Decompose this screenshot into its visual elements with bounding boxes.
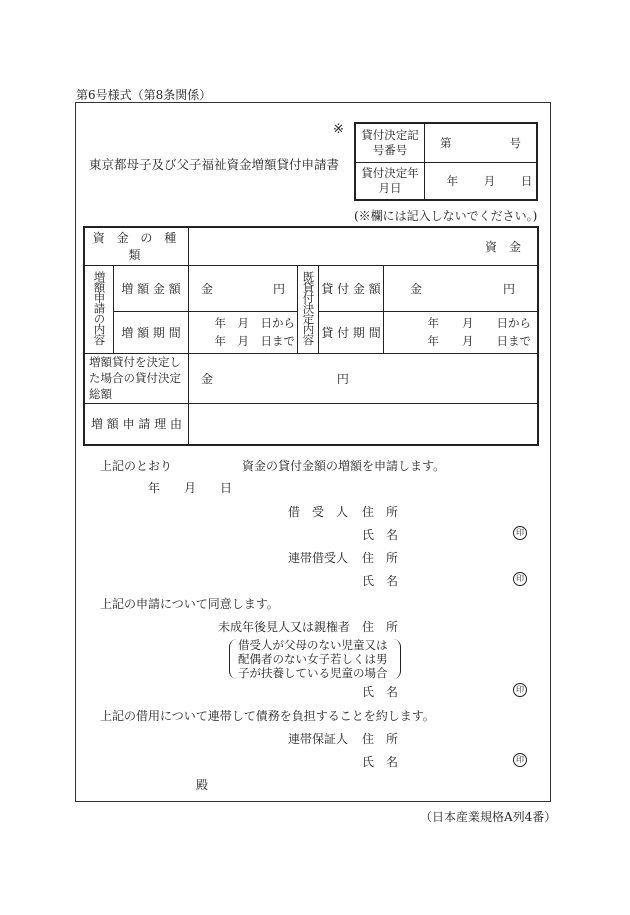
en-label-3: 円 <box>336 371 349 386</box>
decision-box <box>354 122 538 201</box>
kin-label-2: 金 <box>410 281 423 296</box>
guarantor-label: 連帯保証人 <box>288 732 349 746</box>
joint-liability-statement: 上記の借用について連帯して債務を負担することを約します。 <box>100 709 435 723</box>
reason-field[interactable] <box>189 403 539 445</box>
office-use-mark: ※ <box>333 122 344 137</box>
total-label: 増額貸付を決定した場合の貸付決定総額 <box>84 353 189 403</box>
existing-section-label: 既貸付決定内容 <box>298 265 319 353</box>
joint-borrower-name-label: 氏 名 <box>362 574 399 588</box>
consent-statement: 上記の申請について同意します。 <box>100 597 279 611</box>
month-label: 月 <box>483 173 496 188</box>
form-title: 東京都母子及び父子福祉資金増額貸付申請書 <box>89 157 340 172</box>
loan-amount-label: 貸 付 金 額 <box>319 265 384 311</box>
guardian-label: 未成年後見人又は親権者 <box>218 620 351 634</box>
guarantor-name-label: 氏 名 <box>362 755 399 769</box>
en-label-2: 円 <box>502 281 515 296</box>
kin-label-3: 金 <box>201 371 214 386</box>
application-date: 年 月 日 <box>148 481 233 495</box>
loan-period-from: 年 月 日から <box>427 316 531 330</box>
main-table <box>83 226 539 446</box>
footer-paper-size: （日本産業規格A列4番） <box>420 810 557 824</box>
kin-label: 金 <box>201 281 214 296</box>
year-label: 年 <box>446 173 459 188</box>
guardian-name-label: 氏 名 <box>362 685 399 699</box>
loan-period-field[interactable] <box>384 311 539 353</box>
borrower-address-label: 住 所 <box>362 505 399 519</box>
day-label: 日 <box>520 173 533 188</box>
period-to: 年 月 日まで <box>214 334 295 348</box>
decision-date-label: 貸付決定年月日 <box>355 162 425 200</box>
period-from: 年 月 日から <box>214 316 295 330</box>
borrower-label: 借 受 人 <box>288 505 349 519</box>
seal-icon: 印 <box>513 683 527 697</box>
guardian-address-label: 住 所 <box>362 620 399 634</box>
increase-amount-label: 増 額 金 額 <box>114 265 189 311</box>
note: (※欄には記入しないでください。) <box>354 209 538 223</box>
joint-borrower-address-label: 住 所 <box>362 551 399 565</box>
decision-code-label: 貸付決定記号番号 <box>355 123 425 162</box>
loan-period-to: 年 月 日まで <box>427 334 531 348</box>
increase-amount-field[interactable] <box>189 265 298 311</box>
total-field[interactable] <box>189 353 539 403</box>
fund-kind-value: 資 金 <box>484 239 521 254</box>
borrower-name-label: 氏 名 <box>362 528 399 542</box>
fund-kind-label: 資 金 の 種 類 <box>84 227 189 265</box>
decision-code-field[interactable] <box>425 123 538 162</box>
dai-label: 第 <box>440 135 452 150</box>
dono-label: 殿 <box>196 778 209 792</box>
go-label: 号 <box>509 135 521 150</box>
seal-icon: 印 <box>513 572 527 586</box>
statement-main: 資金の貸付金額の増額を申請します。 <box>242 459 446 473</box>
form-number: 第6号様式（第8条関係） <box>76 88 212 102</box>
increase-period-field[interactable] <box>189 311 298 353</box>
seal-icon: 印 <box>513 753 527 767</box>
reason-label: 増 額 申 請 理 由 <box>84 403 189 445</box>
joint-borrower-label: 連帯借受人 <box>288 551 349 565</box>
increase-period-label: 増 額 期 間 <box>114 311 189 353</box>
decision-date-field[interactable] <box>425 162 538 200</box>
seal-icon: 印 <box>513 526 527 540</box>
guardian-note: 借受人が父母のない児童又は 配偶者のない女子若しくは男 子が扶養している児童の場合 <box>238 638 388 680</box>
increase-section-label: 増額申請の内容 <box>84 265 114 353</box>
guarantor-address-label: 住 所 <box>362 732 399 746</box>
loan-amount-field[interactable] <box>384 265 539 311</box>
statement-prefix: 上記のとおり <box>100 459 173 473</box>
en-label: 円 <box>272 281 285 296</box>
loan-period-label: 貸 付 期 間 <box>319 311 384 353</box>
fund-kind-field[interactable] <box>189 227 539 265</box>
